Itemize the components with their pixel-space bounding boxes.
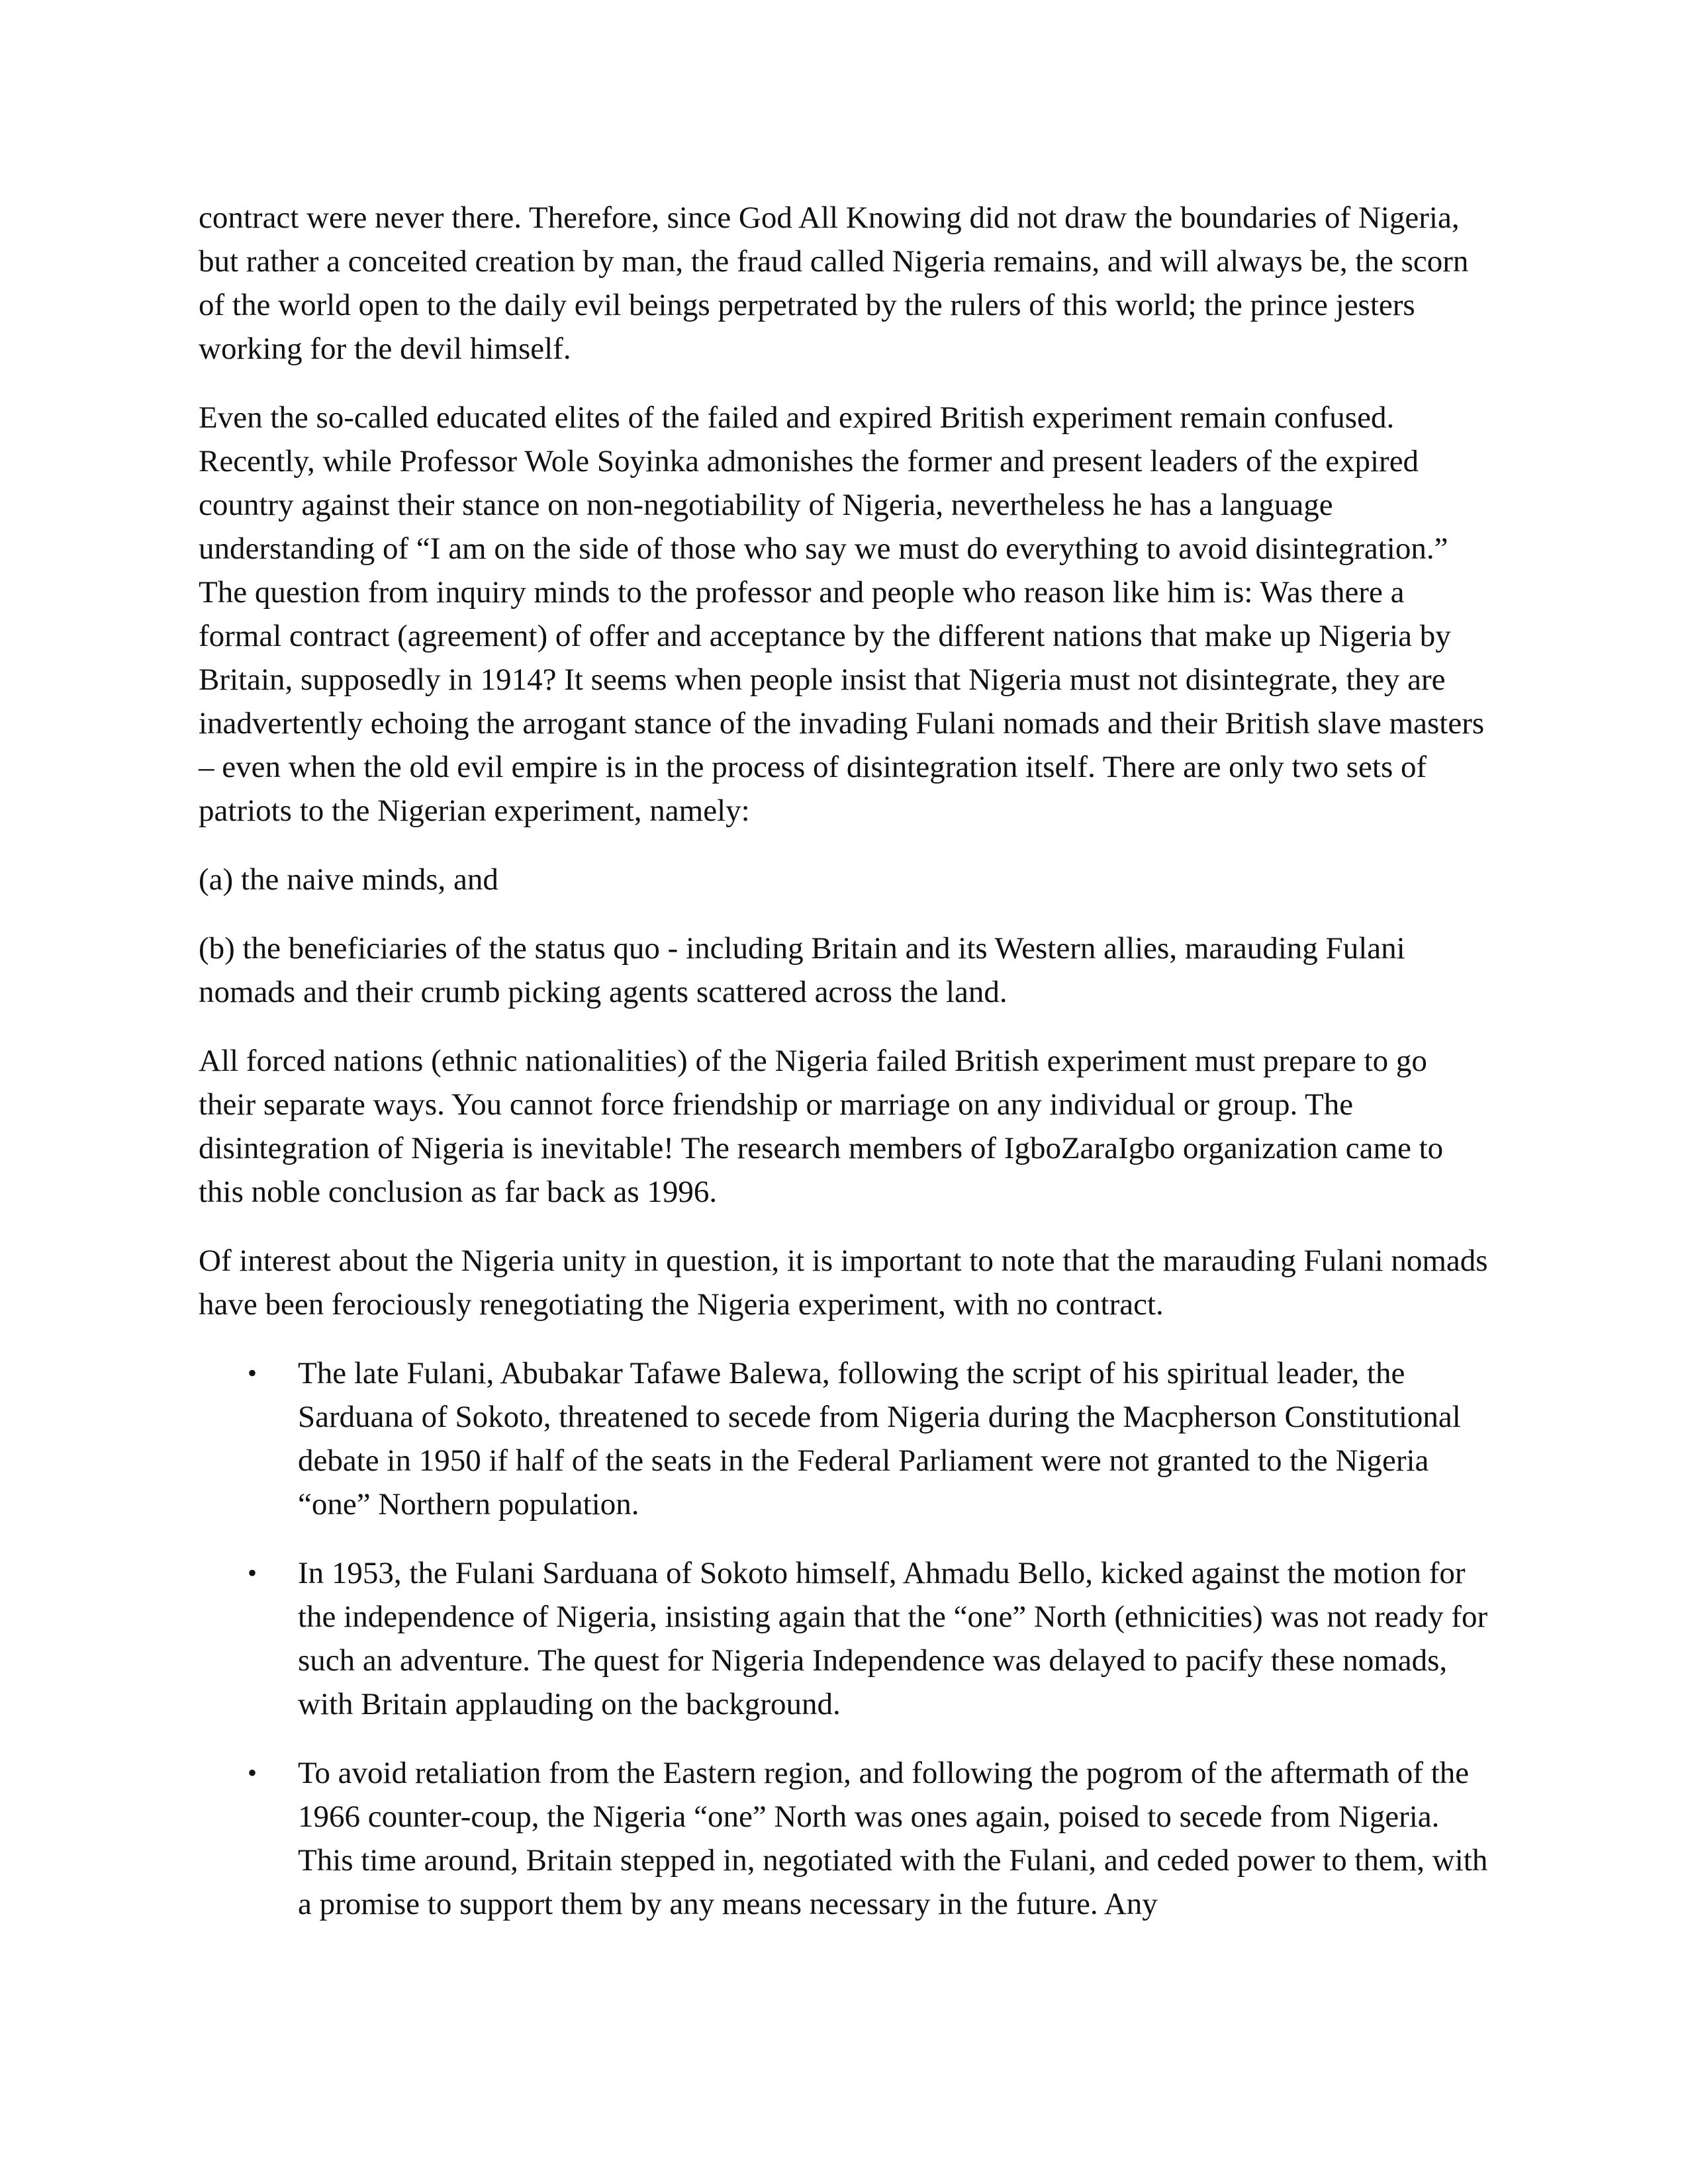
paragraph-forced-nations: All forced nations (ethnic nationalities) of the Nigeria failed British experiment must prepare to go their separate ways. You cannot force friendship or marriage on any individual or group. The disintegration of Nigeria is inevitable! The research members of IgboZaraIgbo organization came to this noble conclusion as far back as 1996.: [199, 1044, 1444, 1209]
list-item: [199, 1751, 1489, 1926]
document-page: [199, 196, 1489, 1951]
paragraph-contract: contract were never there. Therefore, since God All Knowing did not draw the boundaries of Nigeria, but rather a conceited creation by man, the fraud called Nigeria remains, and will always be, the scorn of the world open to the daily evil beings perpetrated by the rulers of this world; the prince jesters working for the devil himself.: [199, 201, 1469, 366]
bullet-icon: •: [247, 1558, 257, 1588]
list-item: [199, 1351, 1489, 1526]
paragraph-beneficiaries: (b) the beneficiaries of the status quo - including Britain and its Western allies, marauding Fulani nomads and their crumb picking agents scattered across the land.: [199, 931, 1405, 1009]
paragraph-naive-minds: (a) the naive minds, and: [199, 862, 498, 897]
bullet-list: [199, 1351, 1489, 1926]
bullet-text-balewa: The late Fulani, Abubakar Tafawe Balewa, following the script of his spiritual leader, the Sarduana of Sokoto, threatened to secede from Nigeria during the Macpherson Constitutional debate in 1950 if half of the seats in the Federal Parliament were not granted to the Nigeria “one” Northern population.: [298, 1356, 1461, 1522]
paragraph-renegotiating: Of interest about the Nigeria unity in question, it is important to note that the marauding Fulani nomads have been ferociously renegotiating the Nigeria experiment, with no contract.: [199, 1244, 1488, 1322]
bullet-icon: •: [247, 1758, 257, 1788]
paragraph-educated-elites: Even the so-called educated elites of the failed and expired British experiment remain confused. Recently, while Professor Wole Soyinka admonishes the former and present leaders of the expired country against their stance on non-negotiability of Nigeria, nevertheless he has a language understanding of “I am on the side of those who say we must do everything to avoid disintegration.” The question from inquiry minds to the professor and people who reason like him is: Was there a formal contract (agreement) of offer and acceptance by the different nations that make up Nigeria by Britain, supposedly in 1914? It seems when people insist that Nigeria must not disintegrate, they are inadvertently echoing the arrogant stance of the invading Fulani nomads and their British slave masters – even when the old evil empire is in the process of disintegration itself. There are only two sets of patriots to the Nigerian experiment, namely:: [199, 400, 1485, 828]
bullet-text-counter-coup: To avoid retaliation from the Eastern region, and following the pogrom of the aftermath of the 1966 counter-coup, the Nigeria “one” North was ones again, poised to secede from Nigeria. This time around, Britain stepped in, negotiated with the Fulani, and ceded power to them, with a promise to support them by any means necessary in the future. Any: [298, 1756, 1488, 1921]
list-item: [199, 1551, 1489, 1726]
bullet-text-ahmadu-bello: In 1953, the Fulani Sarduana of Sokoto himself, Ahmadu Bello, kicked against the motion for the independence of Nigeria, insisting again that the “one” North (ethnicities) was not ready for such an adventure. The quest for Nigeria Independence was delayed to pacify these nomads, with Britain applauding on the background.: [298, 1556, 1488, 1721]
bullet-icon: •: [247, 1358, 257, 1388]
